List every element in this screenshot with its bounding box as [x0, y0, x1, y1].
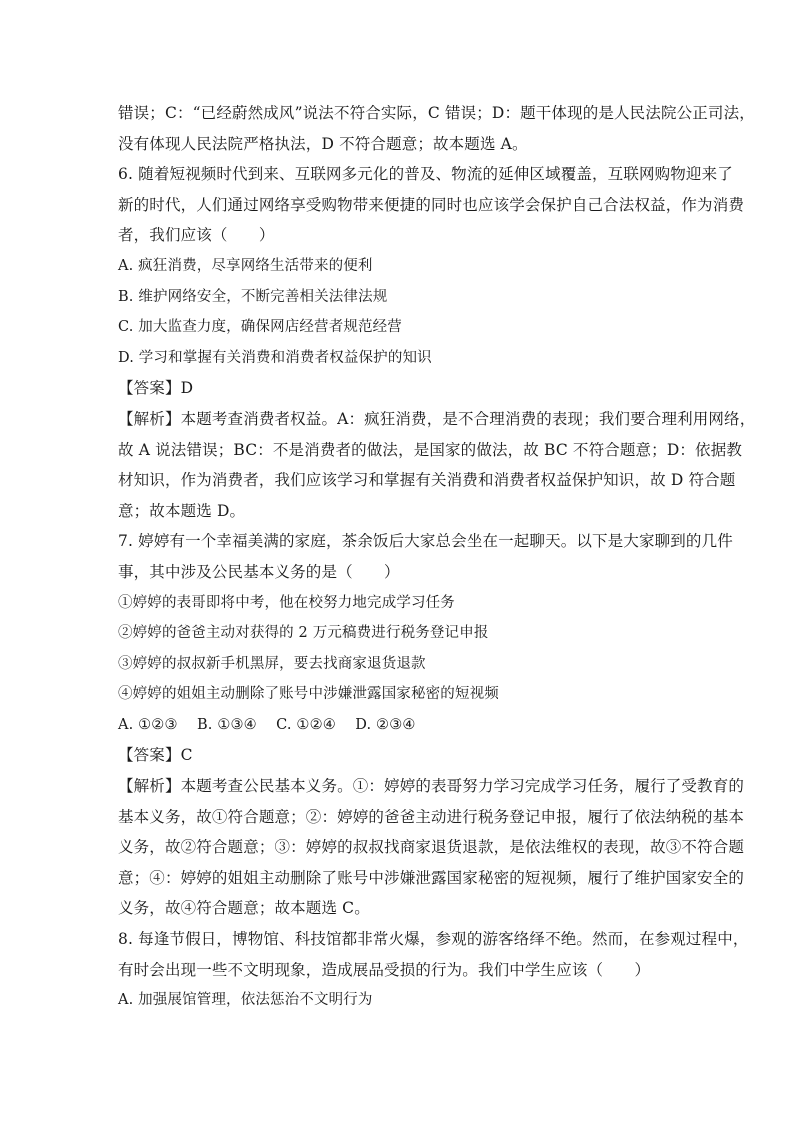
- option-line: B. 维护网络安全，不断完善相关法律法规: [118, 288, 388, 305]
- text-line: 【解析】本题考查公民基本义务。①：婷婷的表哥努力学习完成学习任务，履行了受教育的: [118, 777, 745, 796]
- question-line: 新的时代，人们通过网络享受购物带来便捷的同时也应该学会保护自己合法权益，作为消费: [118, 195, 745, 214]
- option-line: ②婷婷的爸爸主动对获得的 2 万元稿费进行税务登记申报: [118, 625, 489, 642]
- text-line: 义务，故②符合题意；③：婷婷的叔叔找商家退货退款，是依法维权的表现，故③不符合题: [118, 838, 745, 857]
- text-line: 基本义务，故①符合题意；②：婷婷的爸爸主动进行税务登记申报，履行了依法纳税的基本: [118, 807, 745, 826]
- question-line: 8. 每逢节假日，博物馆、科技馆都非常火爆，参观的游客络绎不绝。然而，在参观过程中，: [118, 930, 749, 949]
- option-line: A. ①②③ B. ①③④ C. ①②④ D. ②③④: [118, 716, 416, 733]
- question-line: 7. 婷婷有一个幸福美满的家庭，茶余饭后大家总会坐在一起聊天。以下是大家聊到的几件: [118, 532, 733, 551]
- option-line: D. 学习和掌握有关消费和消费者权益保护的知识: [118, 349, 432, 366]
- option-line: ③婷婷的叔叔新手机黑屏，要去找商家退货退款: [118, 655, 426, 672]
- text-line: 【解析】本题考查消费者权益。A：疯狂消费，是不合理消费的表现；我们要合理利用网络，: [118, 409, 756, 428]
- text-line: 材知识，作为消费者，我们应该学习和掌握有关消费和消费者权益保护知识，故 D 符合题: [118, 471, 736, 490]
- answer-line: 【答案】D: [118, 379, 194, 398]
- text-line: 意；故本题选 D。: [118, 501, 246, 520]
- question-line: 6. 随着短视频时代到来、互联网多元化的普及、物流的延伸区域覆盖，互联网购物迎来了: [118, 165, 733, 184]
- question-line: 有时会出现一些不文明现象，造成展品受损的行为。我们中学生应该（ ）: [118, 960, 651, 979]
- text-line: 错误；C：“已经蔚然成风”说法不符合实际，C 错误；D：题干体现的是人民法院公正司法，: [118, 104, 755, 122]
- option-line: A. 加强展馆管理，依法惩治不文明行为: [118, 992, 373, 1009]
- option-line: ④婷婷的姐姐主动删除了账号中涉嫌泄露国家秘密的短视频: [118, 686, 499, 703]
- option-line: ①婷婷的表哥即将中考，他在校努力地完成学习任务: [118, 594, 455, 611]
- text-line: 义务，故④符合题意；故本题选 C。: [118, 899, 370, 918]
- question-line: 者，我们应该（ ）: [118, 226, 275, 245]
- answer-line: 【答案】C: [118, 746, 193, 765]
- question-line: 事，其中涉及公民基本义务的是（ ）: [118, 562, 400, 581]
- text-line: 没有体现人民法院严格执法，D 不符合题意；故本题选 A。: [118, 134, 528, 153]
- option-line: A. 疯狂消费，尽享网络生活带来的便利: [118, 257, 373, 274]
- text-line: 意；④：婷婷的姐姐主动删除了账号中涉嫌泄露国家秘密的短视频，履行了维护国家安全的: [118, 868, 745, 887]
- option-line: C. 加大监查力度，确保网店经营者规范经营: [118, 319, 402, 336]
- document-page: [118, 98, 756, 1016]
- text-line: 故 A 说法错误；BC：不是消费者的做法，是国家的做法，故 BC 不符合题意；D：依据教: [118, 440, 743, 459]
